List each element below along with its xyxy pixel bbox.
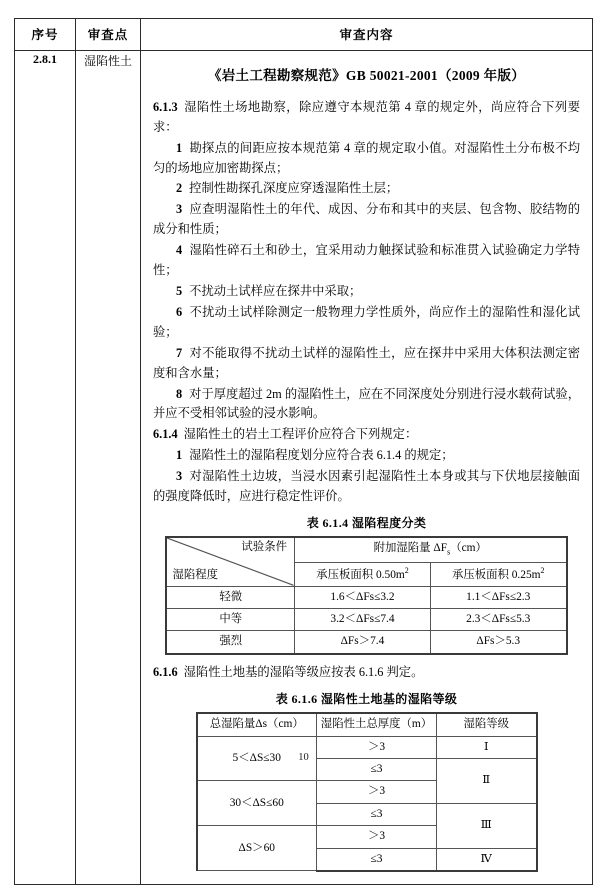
table-614-degree: 中等 bbox=[166, 609, 294, 631]
clause-616 bbox=[153, 663, 580, 683]
table-616 bbox=[196, 712, 538, 872]
item-text: 不扰动土试样应在探井中采取； bbox=[189, 284, 362, 299]
table-616-header-row bbox=[197, 713, 537, 736]
page-number: 10 bbox=[298, 752, 309, 763]
table-614-value-025: 2.3＜ΔFs≤5.3 bbox=[430, 609, 566, 631]
clause-614-item-3 bbox=[153, 467, 580, 507]
standard-title: 《岩土工程勘察规范》GB 50021-2001（2009 年版） bbox=[207, 68, 526, 83]
table-616-thickness: ≤3 bbox=[317, 758, 437, 780]
table-header-row bbox=[15, 19, 593, 51]
table-614-corner-bottom-left: 湿陷程度 bbox=[172, 569, 219, 582]
item-number: 3 bbox=[176, 202, 183, 217]
clause-613-item-3 bbox=[153, 200, 580, 240]
clause-614-item-1 bbox=[153, 446, 580, 466]
clause-613-item-2 bbox=[153, 179, 580, 199]
table-614-value-025: 1.1＜ΔFs≤2.3 bbox=[430, 586, 566, 608]
clause-613-item-5 bbox=[153, 282, 580, 302]
table-616-total: 5＜ΔS≤30 bbox=[197, 736, 317, 781]
table-row bbox=[166, 631, 566, 654]
table-616-header-total: 总湿陷量Δs（cm） bbox=[197, 713, 317, 736]
table-614-subheader-025 bbox=[430, 562, 566, 586]
clause-613-text: 湿陷性土场地勘察，除应遵守本规范第 4 章的规定外，尚应符合下列要求： bbox=[153, 99, 580, 134]
table-614-group-header bbox=[294, 537, 566, 562]
table-616-grade: Ⅱ bbox=[437, 758, 537, 803]
table-616-grade: Ⅰ bbox=[437, 736, 537, 758]
item-number: 4 bbox=[176, 243, 183, 258]
review-table-header bbox=[15, 19, 593, 51]
table-616-grade: Ⅲ bbox=[437, 803, 537, 848]
item-text: 勘探点的间距应按本规范第 4 章的规定取小值。对湿陷性土分布极不均匀的场地应加密勘探点； bbox=[153, 140, 580, 175]
table-616-thickness: ＞3 bbox=[317, 781, 437, 803]
table-614-value-050: ΔFs＞7.4 bbox=[294, 631, 430, 654]
table-616-header-thickness: 湿陷性土总厚度（m） bbox=[317, 713, 437, 736]
item-number: 3 bbox=[176, 469, 183, 484]
table-616-caption: 表 6.1.6 湿陷性土地基的湿陷等级 bbox=[275, 691, 458, 706]
clause-613-item-7 bbox=[153, 344, 580, 384]
table-616-header-grade: 湿陷等级 bbox=[437, 713, 537, 736]
clause-614 bbox=[153, 425, 580, 445]
item-text: 对湿陷性土边坡，当浸水因素引起湿陷性土本身或其与下伏地层接触面的强度降低时，应进行稳定性评价。 bbox=[153, 469, 580, 504]
table-616-grade: Ⅳ bbox=[437, 848, 537, 871]
group-header-unit: （cm） bbox=[450, 542, 487, 555]
clause-613 bbox=[153, 98, 580, 138]
table-614-value-025: ΔFs＞5.3 bbox=[430, 631, 566, 654]
item-number: 5 bbox=[176, 284, 183, 299]
table-616-total: 30＜ΔS≤60 bbox=[197, 781, 317, 826]
clause-614-number: 6.1.4 bbox=[153, 427, 178, 442]
item-text: 不扰动土试样除测定一般物理力学性质外，尚应作土的湿陷性和湿化试验； bbox=[153, 304, 580, 339]
table-row bbox=[166, 586, 566, 608]
item-number: 1 bbox=[176, 448, 183, 463]
clause-616-text: 湿陷性土地基的湿陷等级应按表 6.1.6 判定。 bbox=[183, 664, 424, 679]
group-header-subscript: s bbox=[447, 547, 451, 557]
table-row bbox=[166, 609, 566, 631]
item-text: 控制性勘探孔深度应穿透湿陷性土层； bbox=[189, 181, 399, 196]
table-614-corner-cell bbox=[166, 537, 294, 586]
table-614-header-row bbox=[166, 537, 566, 562]
item-number: 6 bbox=[176, 304, 183, 319]
table-616-thickness: ＞3 bbox=[317, 736, 437, 758]
column-header-sequence: 序号 bbox=[15, 19, 76, 51]
item-number: 7 bbox=[176, 345, 183, 360]
subheader-text: 承压板面积 0.50m bbox=[316, 568, 405, 581]
subheader-text: 承压板面积 0.25m bbox=[451, 568, 541, 581]
item-text: 湿陷性碎石土和砂土，宜采用动力触探试验和标准贯入试验确定力学特性； bbox=[153, 243, 580, 278]
subheader-superscript: 2 bbox=[540, 565, 545, 575]
item-text: 湿陷性土的湿陷程度划分应符合表 6.1.4 的规定； bbox=[189, 448, 454, 463]
table-616-thickness: ≤3 bbox=[317, 848, 437, 871]
clause-613-item-1 bbox=[153, 139, 580, 179]
clause-613-item-8 bbox=[153, 385, 580, 425]
table-616-thickness: ≤3 bbox=[317, 803, 437, 825]
table-614-corner-top-right: 试验条件 bbox=[241, 541, 287, 554]
cell-sequence-number: 2.8.1 bbox=[15, 51, 76, 885]
item-number: 8 bbox=[176, 386, 183, 401]
table-614-subheader-050 bbox=[294, 562, 430, 586]
clause-616-number: 6.1.6 bbox=[153, 664, 178, 679]
table-614 bbox=[165, 536, 567, 654]
table-614-degree: 轻微 bbox=[166, 586, 294, 608]
table-614-degree: 强烈 bbox=[166, 631, 294, 654]
table-616-thickness: ＞3 bbox=[317, 826, 437, 848]
subheader-superscript: 2 bbox=[404, 565, 409, 575]
item-number: 2 bbox=[176, 181, 183, 196]
group-header-text: 附加湿陷量 ΔF bbox=[373, 542, 448, 555]
item-number: 1 bbox=[176, 140, 183, 155]
clause-613-item-6 bbox=[153, 303, 580, 343]
clause-614-text: 湿陷性土的岩土工程评价应符合下列规定： bbox=[183, 427, 418, 442]
item-text: 对于厚度超过 2m 的湿陷性土，应在不同深度处分别进行浸水载荷试验，并应不受相邻试验的浸水影响。 bbox=[153, 386, 580, 421]
column-header-review-point: 审查点 bbox=[76, 19, 141, 51]
column-header-review-content: 审查内容 bbox=[141, 19, 593, 51]
table-614-caption: 表 6.1.4 湿陷程度分类 bbox=[306, 515, 427, 530]
table-614-value-050: 1.6＜ΔFs≤3.2 bbox=[294, 586, 430, 608]
clause-613-number: 6.1.3 bbox=[153, 99, 178, 114]
item-text: 应查明湿陷性土的年代、成因、分布和其中的夹层、包含物、胶结物的成分和性质； bbox=[153, 202, 580, 237]
table-616-total: ΔS＞60 bbox=[197, 826, 317, 871]
table-614-value-050: 3.2＜ΔFs≤7.4 bbox=[294, 609, 430, 631]
clause-613-item-4 bbox=[153, 241, 580, 281]
cell-review-point: 湿陷性土 bbox=[76, 51, 141, 885]
item-text: 对不能取得不扰动土试样的湿陷性土，应在探井中采用大体积法测定密度和含水量； bbox=[153, 345, 580, 380]
